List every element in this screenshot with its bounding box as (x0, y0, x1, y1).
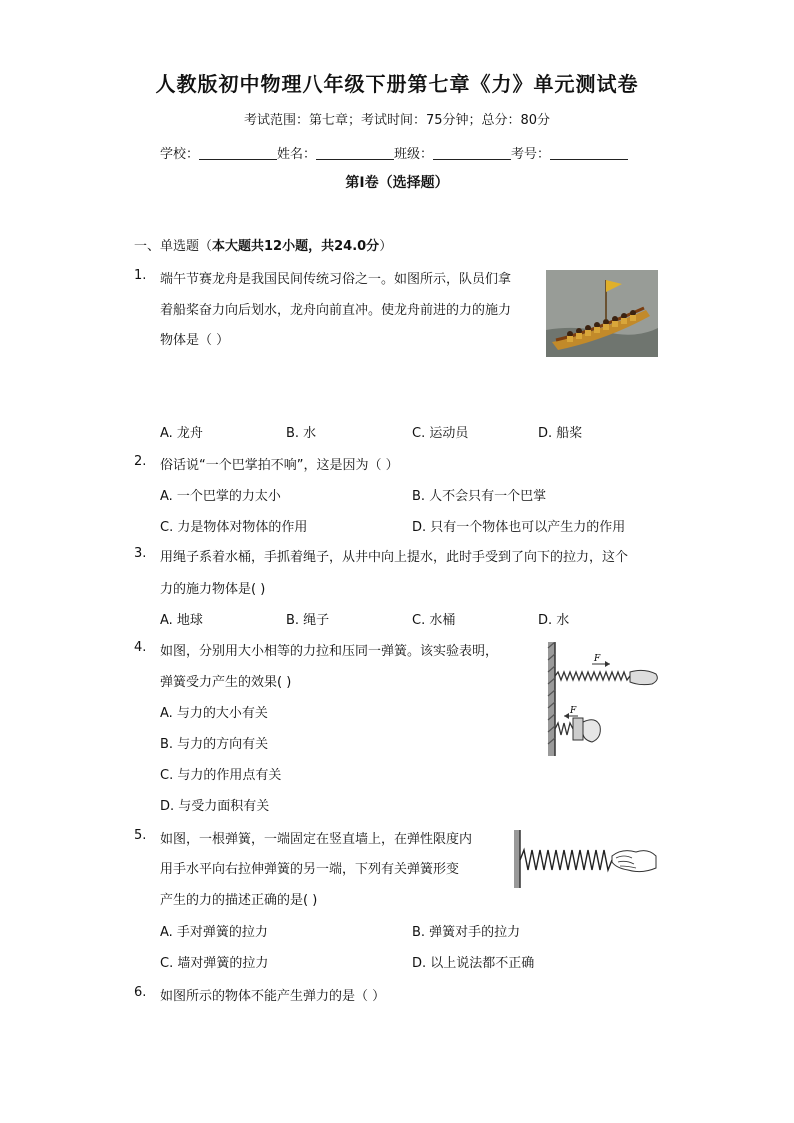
school-label: 学校： (160, 147, 200, 162)
question-text: 用手水平向右拉伸弹簧的另一端，下列有关弹簧形变 (160, 862, 460, 877)
question-text: 产生的力的描述正确的是( ) (160, 893, 318, 908)
option-d[interactable]: D. 只有一个物体也可以产生力的作用 (412, 520, 626, 535)
section-heading: 第I卷（选择题） (345, 175, 449, 191)
force-label: F (594, 654, 601, 664)
option-d[interactable]: D. 船桨 (538, 426, 583, 441)
page-title: 人教版初中物理八年级下册第七章《力》单元测试卷 (155, 72, 639, 96)
option-b[interactable]: B. 弹簧对手的拉力 (412, 925, 521, 940)
option-b[interactable]: B. 水 (286, 426, 317, 441)
school-blank[interactable] (199, 145, 277, 160)
question-text: 着船桨奋力向后划水，龙舟向前直冲。使龙舟前进的力的施力 (160, 303, 512, 318)
option-b[interactable]: B. 与力的方向有关 (160, 737, 269, 752)
question-text: 力的施力物体是( ) (160, 582, 266, 597)
name-label: 姓名： (277, 147, 317, 162)
question-text: 如图，一根弹簧，一端固定在竖直墙上，在弹性限度内 (160, 832, 473, 847)
question-text: 用绳子系着水桶，手抓着绳子，从井中向上提水，此时手受到了向下的拉力，这个 (160, 550, 629, 565)
option-b[interactable]: B. 绳子 (286, 613, 330, 628)
option-a[interactable]: A. 龙舟 (160, 426, 203, 441)
class-label: 班级： (394, 147, 434, 162)
force-label: F (570, 706, 577, 716)
option-c[interactable]: C. 力是物体对物体的作用 (160, 520, 308, 535)
name-blank[interactable] (316, 145, 394, 160)
class-blank[interactable] (433, 145, 511, 160)
option-b[interactable]: B. 人不会只有一个巴掌 (412, 489, 547, 504)
option-a[interactable]: A. 与力的大小有关 (160, 706, 268, 721)
question-text: 端午节赛龙舟是我国民间传统习俗之一。如图所示，队员们拿 (160, 272, 512, 287)
number-label: 考号： (511, 147, 551, 162)
option-c[interactable]: C. 与力的作用点有关 (160, 768, 282, 783)
spring-pull-push-figure (544, 642, 662, 756)
dragon-boat-image (546, 270, 658, 357)
option-a[interactable]: A. 手对弹簧的拉力 (160, 925, 268, 940)
spring-wall-figure (510, 828, 660, 890)
question-text: 弹簧受力产生的效果( ) (160, 675, 292, 690)
question-text: 如图，分别用大小相等的力拉和压同一弹簧。该实验表明， (160, 644, 499, 659)
option-a[interactable]: A. 地球 (160, 613, 203, 628)
question-text: 如图所示的物体不能产生弹力的是（ ） (160, 989, 386, 1004)
part-heading: 一、单选题（本大题共12小题，共24.0分） (134, 239, 393, 254)
question-number: 3. (134, 546, 147, 561)
question-number: 2. (134, 454, 147, 469)
student-info-row (160, 143, 628, 162)
option-c[interactable]: C. 水桶 (412, 613, 456, 628)
question-text: 俗话说“一个巴掌拍不响”，这是因为（ ） (160, 458, 399, 473)
option-d[interactable]: D. 以上说法都不正确 (412, 956, 535, 971)
option-c[interactable]: C. 墙对弹簧的拉力 (160, 956, 269, 971)
option-d[interactable]: D. 水 (538, 613, 570, 628)
option-a[interactable]: A. 一个巴掌的力太小 (160, 489, 281, 504)
question-number: 4. (134, 640, 147, 655)
question-number: 1. (134, 268, 147, 283)
number-blank[interactable] (550, 145, 628, 160)
exam-subtitle: 考试范围：第七章；考试时间：75分钟；总分：80分 (243, 113, 551, 128)
option-d[interactable]: D. 与受力面积有关 (160, 799, 270, 814)
option-c[interactable]: C. 运动员 (412, 426, 469, 441)
question-text: 物体是（ ） (160, 333, 230, 348)
question-number: 5. (134, 828, 147, 843)
question-number: 6. (134, 985, 147, 1000)
